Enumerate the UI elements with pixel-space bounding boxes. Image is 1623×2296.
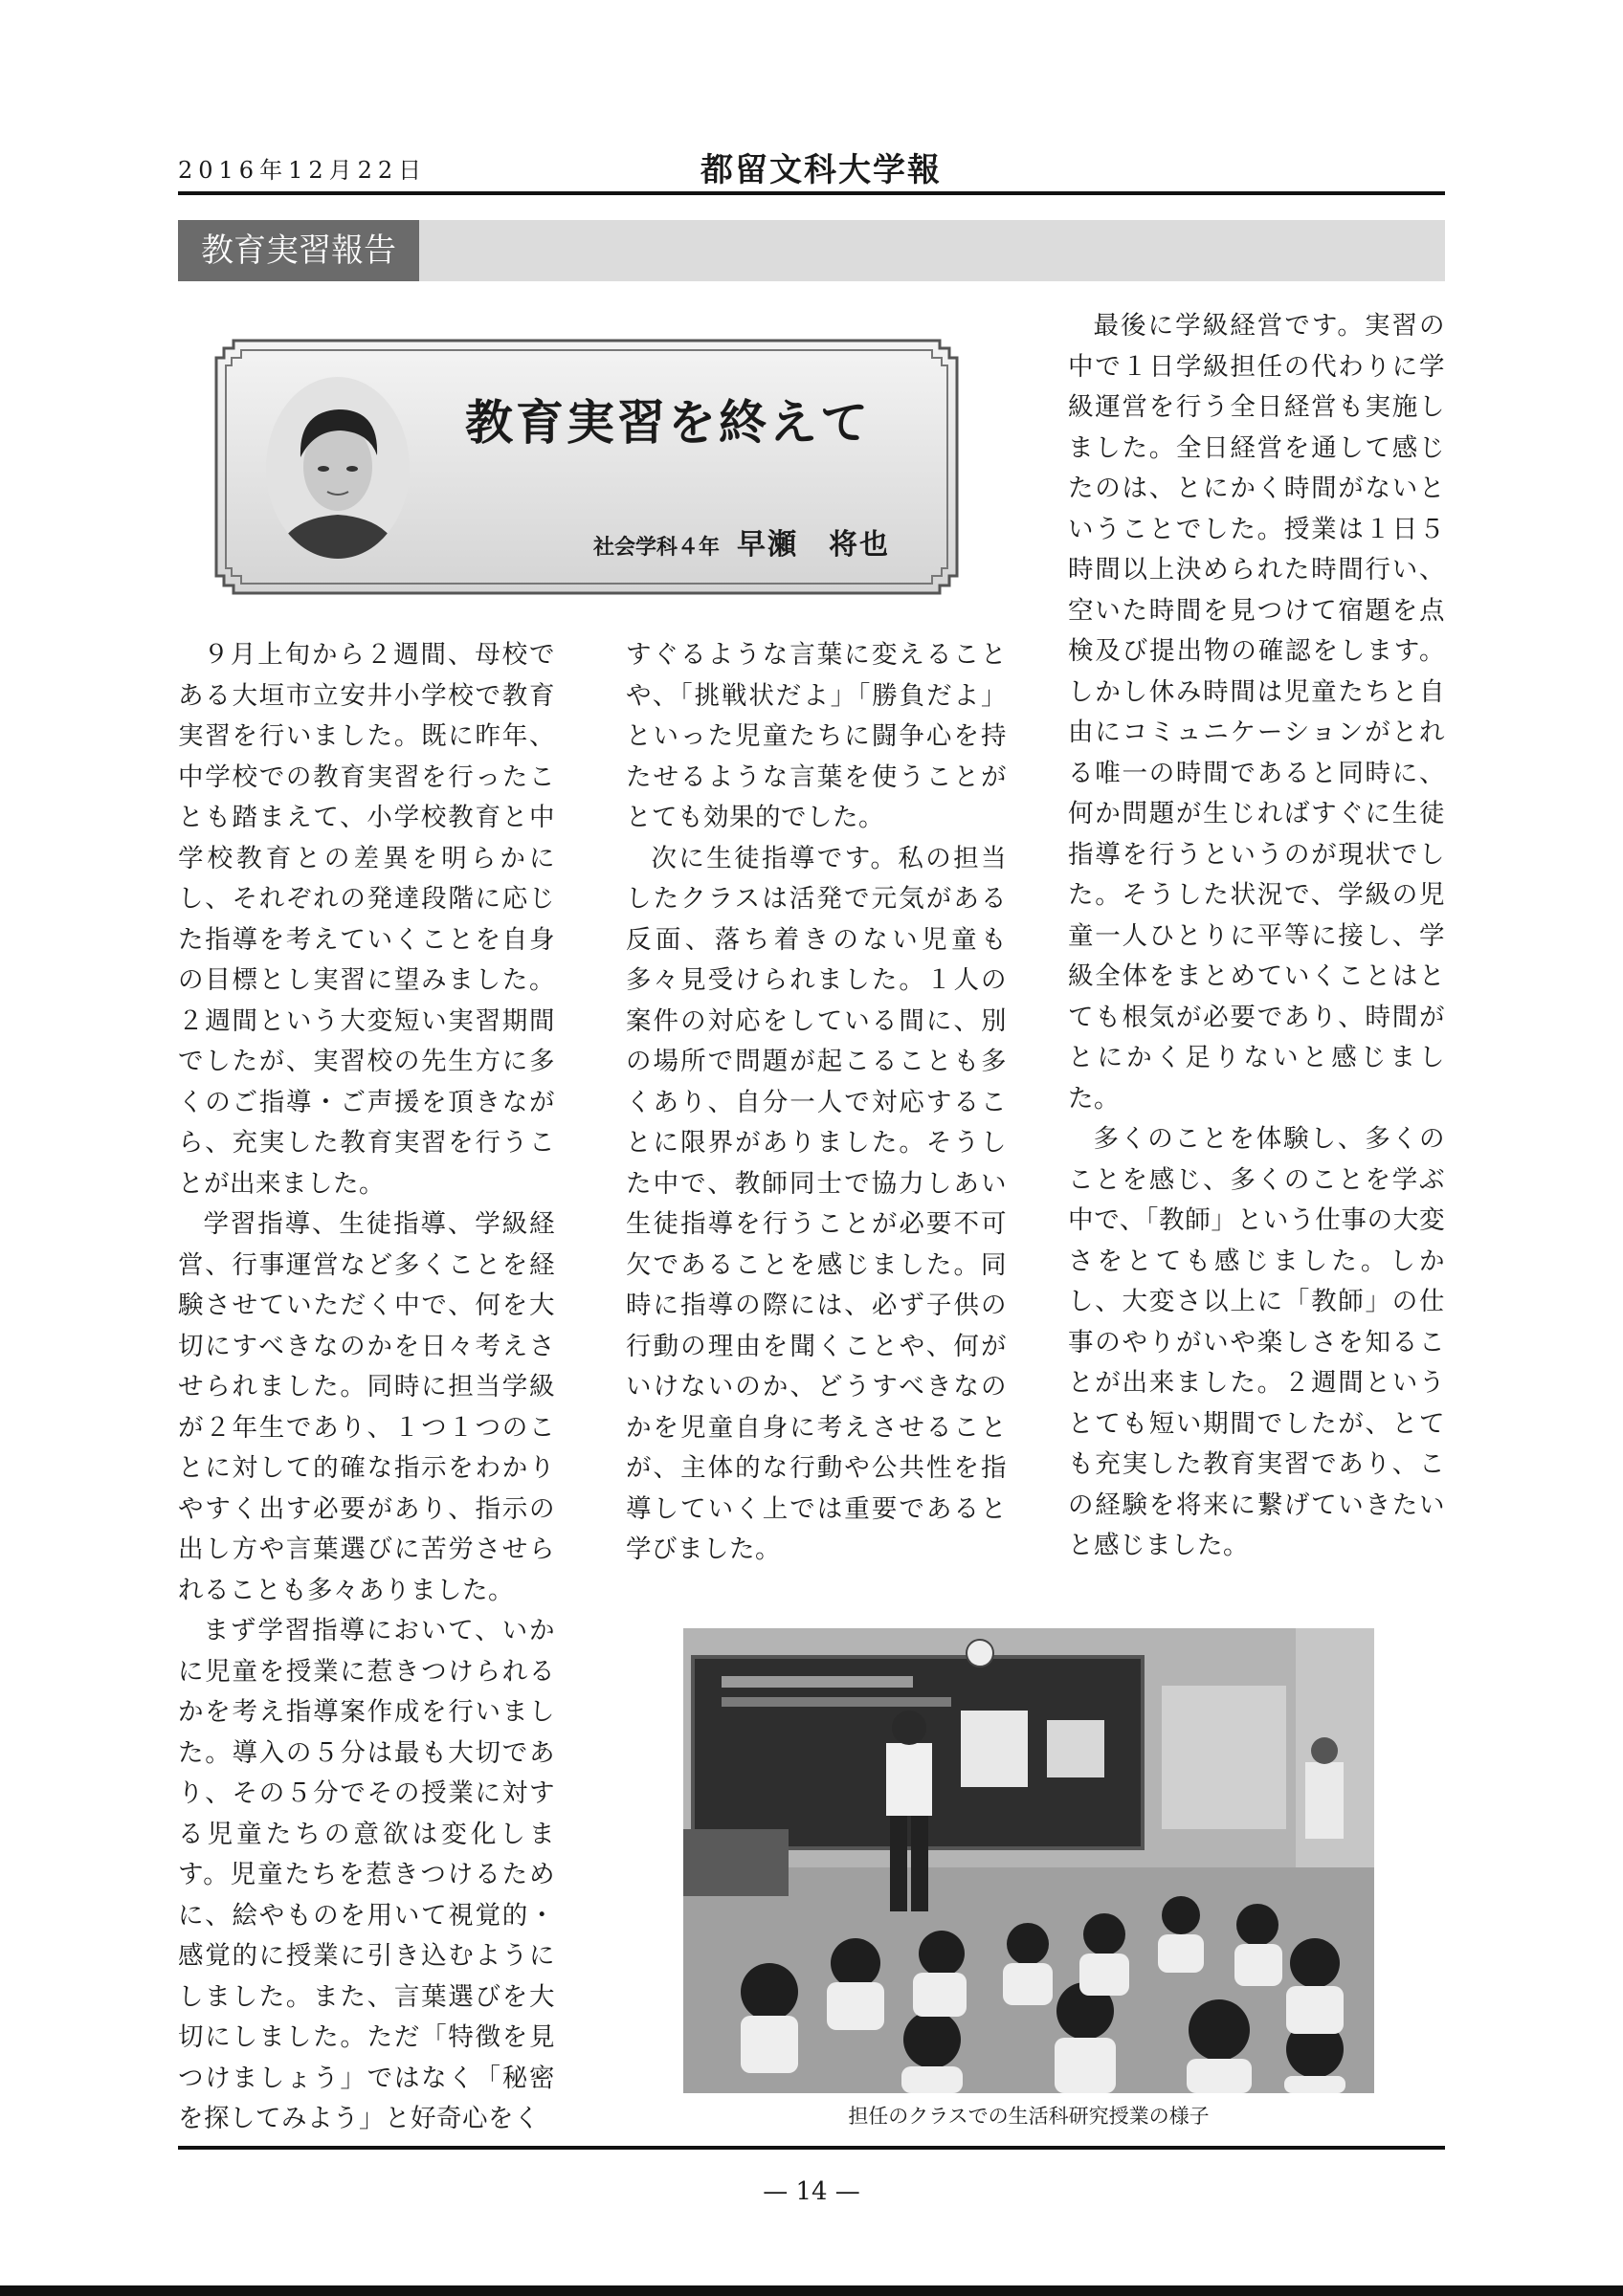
- text-column-3: [1068, 306, 1445, 1567]
- paragraph: まず学習指導において、いかに児童を授業に惹きつけられるかを考え指導案作成を行いました。導入の５分は最も大切であり、その５分でその授業に対する児童たちの意欲は変化します。児童たちを惹きつけるために、絵やものを用いて視覚的・感覚的に授業に引き込むようにしました。また、言葉選びを大切にしました。ただ「特徴を見つけましょう」ではなく「秘密を探してみよう」と好奇心をく: [178, 1616, 555, 2133]
- paragraph: 学習指導、生徒指導、学級経営、行事運営など多くことを経験させていただく中で、何を大切にすべきなのかを日々考えさせられました。同時に担当学級が２年生であり、１つ１つのことに対して的確な指示をわかりやすく出す必要があり、指示の出し方や言葉選びに苦労させられることも多々ありました。: [178, 1209, 555, 1605]
- page-bottom-edge: [0, 2285, 1623, 2296]
- page-number: — 14 —: [763, 2177, 860, 2206]
- author-department: 社会学科４年: [593, 536, 721, 560]
- paragraph: ９月上旬から２週間、母校である大垣市立安井小学校で教育実習を行いました。既に昨年、中学校での教育実習を行ったことも踏まえて、小学校教育と中学校教育との差異を明らかにし、それぞれの発達段階に応じた指導を考えていくことを自身の目標とし実習に望みました。２週間という大変短い実習期間でしたが、実習校の先生方に多くのご指導・ご声援を頂きながら、充実した教育実習を行うことが出来ました。: [178, 640, 555, 1199]
- paragraph: 次に生徒指導です。私の担当したクラスは活発で元気がある反面、落ち着きのない児童も多々見受けられました。１人の案件の対応をしている間に、別の場所で問題が起こることも多くあり、自分一人で対応することに限界がありました。そうした中で、教師同士で協力しあい生徒指導を行うことが必要不可欠であることを感じました。同時に指導の際には、必ず子供の行動の理由を聞くことや、何がいけないのか、どうすべきなのかを児童自身に考えさせることが、主体的な行動や公共性を指導していく上では重要であると学びました。: [626, 843, 1007, 1564]
- paragraph: 多くのことを体験し、多くのことを感じ、多くのことを学ぶ中で、「教師」という仕事の大変さをとても感じました。しかし、大変さ以上に「教師」の仕事のやりがいや楽しさを知ることが出来ました。２週間というとても短い期間でしたが、とても充実した教育実習であり、この経験を将来に繋げていきたいと感じました。: [1068, 1124, 1445, 1560]
- author-byline: [593, 520, 890, 563]
- issue-date: 2016年12月22日: [178, 157, 428, 184]
- author-portrait: [264, 375, 411, 561]
- text-column-1: [178, 635, 555, 2140]
- paragraph: 最後に学級経営です。実習の中で１日学級担任の代わりに学級運営を行う全日経営も実施しました。全日経営を通して感じたのは、とにかく時間がないということでした。授業は１日５時間以上決められた時間行い、空いた時間を見つけて宿題を点検及び提出物の確認をします。しかし休み時間は児童たちと自由にコミュニケーションがとれる唯一の時間であると同時に、何か問題が生じればすぐに生徒指導を行うというのが現状でした。そうした状況で、学級の児童一人ひとりに平等に接し、学級全体をまとめていくことはとても根気が必要であり、時間がとにかく足りないと感じました。: [1068, 311, 1445, 1114]
- author-name: 早瀬 将也: [737, 528, 891, 562]
- footer-rule: [178, 2146, 1445, 2150]
- publication-title: 都留文科大学報: [700, 151, 942, 189]
- photo-caption: 担任のクラスでの生活科研究授業の様子: [848, 2105, 1210, 2128]
- text-column-2: [626, 635, 1007, 1571]
- article-title: 教育実習を終えて: [465, 395, 871, 451]
- paragraph-continued: すぐるような言葉に変えることや、「挑戦状だよ」「勝負だよ」といった児童たちに闘争心を持たせるような言葉を使うことがとても効果的でした。: [626, 640, 1007, 832]
- header-rule: [178, 191, 1445, 195]
- section-label: 教育実習報告: [178, 220, 419, 281]
- classroom-photo: [683, 1628, 1374, 2093]
